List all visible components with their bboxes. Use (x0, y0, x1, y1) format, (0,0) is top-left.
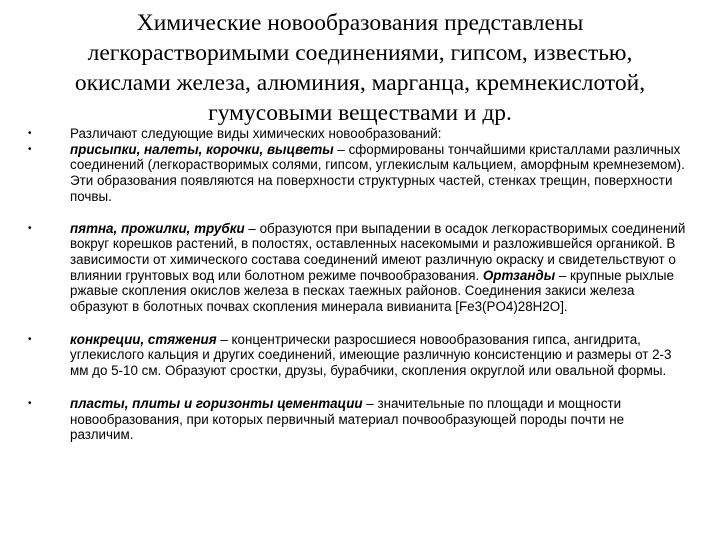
item-text: – концентрически разросшиеся новообразования гипса, ангидрита, углекислого кальция и других соединений, имеющие различную консистенцию и размеры от 2-3 мм до 5-10 см. Образуют сростки, друзы, бурабчики, скопления округлой или овальной формы. (70, 331, 672, 379)
item-term: конкреции, стяжения (70, 331, 217, 347)
list-item-spots (20, 221, 688, 315)
title-line: Химические новообразования представлены (136, 10, 584, 36)
list-item-concretions (20, 332, 688, 379)
item-text: – значительные по площади и мощности новообразования, при которых первичный материал почвообразующей породы почти не различим. (70, 395, 625, 443)
bullet-icon: • (28, 222, 32, 234)
item-text: – образуются при выпадении в осадок легкорастворимых соединений вокруг корешков растений, в полостях, оставленных насекомыми и разложившейся органикой. В зависимости от химического состава соединений имеют различную окраску и свидетельствуют о влиянии грунтовых вод или болотном режиме почвообразования. (70, 220, 686, 283)
item-text: – крупные рыхлые ржавые скопления окислов железа в песках таежных районов. Соединения закиси железа образуют в болотных почвах скопления минерала вивианита [Fe3(PO4)28H2O]. (70, 267, 674, 315)
list-item-intro (20, 126, 688, 142)
item-term-ortsand: Ортзанды (482, 267, 556, 283)
bullet-icon: • (28, 143, 32, 155)
item-term: пятна, прожилки, трубки (70, 220, 245, 236)
title-line: гумусовыми веществами и др. (208, 100, 512, 126)
title-line: окислами железа, алюминия, марганца, кремнекислотой, (74, 70, 646, 96)
list-item-efflorescence (20, 142, 688, 205)
bullet-icon: • (28, 128, 32, 139)
title-line: легкорастворимыми соединениями, гипсом, известью, (87, 40, 633, 66)
item-term: пласты, плиты и горизонты цементации (70, 395, 363, 411)
bullet-icon: • (28, 397, 32, 409)
list-item-layers (20, 396, 688, 443)
item-text: Различают следующие виды химических новообразований: (70, 126, 442, 141)
item-term: присыпки, налеты, корочки, выцветы (70, 141, 334, 157)
item-text: – сформированы тончайшими кристаллами различных соединений (легкорастворимых солями, гипсом, углекислым кальцием, аморфным кремнеземом). Эти образования появляются на поверхности структурных частей, стенках трещин, поверхности почвы. (70, 141, 685, 204)
slide-title (40, 8, 680, 128)
bullet-icon: • (28, 333, 32, 345)
bullet-list (20, 126, 688, 443)
